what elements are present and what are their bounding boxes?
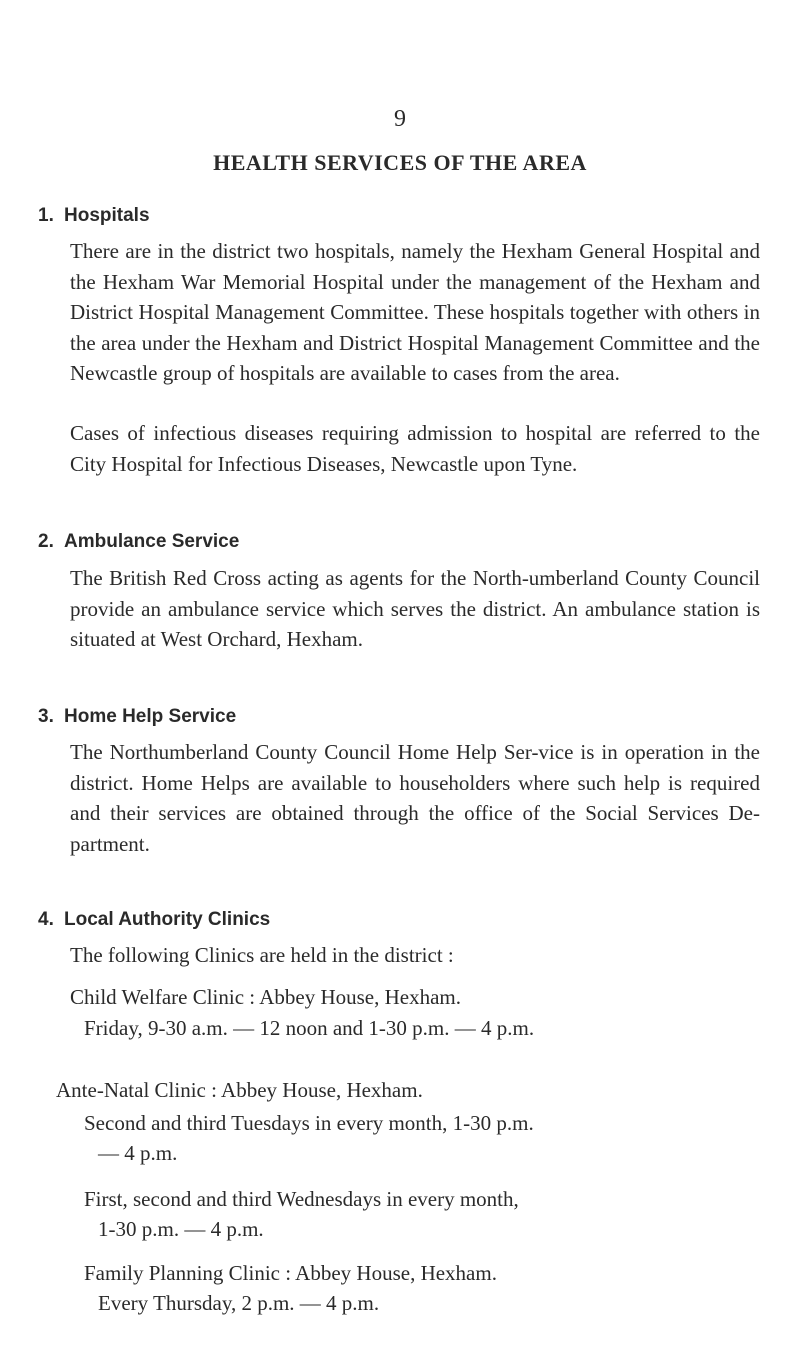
clinic-times: — 4 p.m. (98, 1141, 178, 1165)
clinic-name: Child Welfare Clinic : Abbey House, Hexham. (70, 985, 462, 1009)
clinic-times: First, second and third Wednesdays in every month, (84, 1187, 519, 1211)
clinics-intro: The following Clinics are held in the district : (70, 943, 454, 967)
page-number: 9 (394, 106, 406, 132)
clinic-name: Family Planning Clinic : Abbey House, Hexham. (84, 1261, 497, 1285)
section-number: 2. (38, 531, 54, 552)
section-number: 3. (38, 706, 54, 727)
paragraph: The Northumberland County Council Home Help Ser-vice is in operation in the district. Home Helps are available to householders where such help is required and their services are obtained through the office of the Social Services De-partment. (70, 740, 760, 856)
section-heading-home-help-service (38, 706, 236, 728)
clinic-times: 1-30 p.m. — 4 p.m. (98, 1217, 264, 1241)
section-heading-local-authority-clinics (38, 909, 270, 931)
clinic-times: Every Thursday, 2 p.m. — 4 p.m. (98, 1291, 380, 1315)
section-title: Hospitals (64, 205, 150, 226)
section-number: 4. (38, 909, 54, 930)
paragraph: There are in the district two hospitals, namely the Hexham General Hospital and the Hexham War Memorial Hospital under the management of the Hexham and District Hospital Management Committee. These hospitals together with others in the area under the Hexham and District Hospital Management Committee and the Newcastle group of hospitals are available to cases from the area. (70, 239, 760, 385)
clinic-times: Second and third Tuesdays in every month, 1-30 p.m. (84, 1111, 534, 1135)
section-number: 1. (38, 205, 54, 226)
clinic-times: Friday, 9-30 a.m. — 12 noon and 1-30 p.m. — 4 p.m. (84, 1016, 535, 1040)
section-heading-ambulance-service (38, 531, 239, 553)
paragraph: The British Red Cross acting as agents for the North-umberland County Council provide an ambulance service which serves the district. An ambulance station is situated at West Orchard, Hexham. (70, 566, 760, 651)
page-title: HEALTH SERVICES OF THE AREA (213, 150, 587, 175)
section-title: Local Authority Clinics (64, 909, 271, 930)
section-title: Ambulance Service (64, 531, 240, 552)
clinic-name: Ante-Natal Clinic : Abbey House, Hexham. (56, 1078, 423, 1102)
paragraph: Cases of infectious diseases requiring admission to hospital are referred to the City Hospital for Infectious Diseases, Newcastle upon Tyne. (70, 421, 760, 476)
section-heading-hospitals (38, 205, 150, 227)
section-title: Home Help Service (64, 706, 237, 727)
